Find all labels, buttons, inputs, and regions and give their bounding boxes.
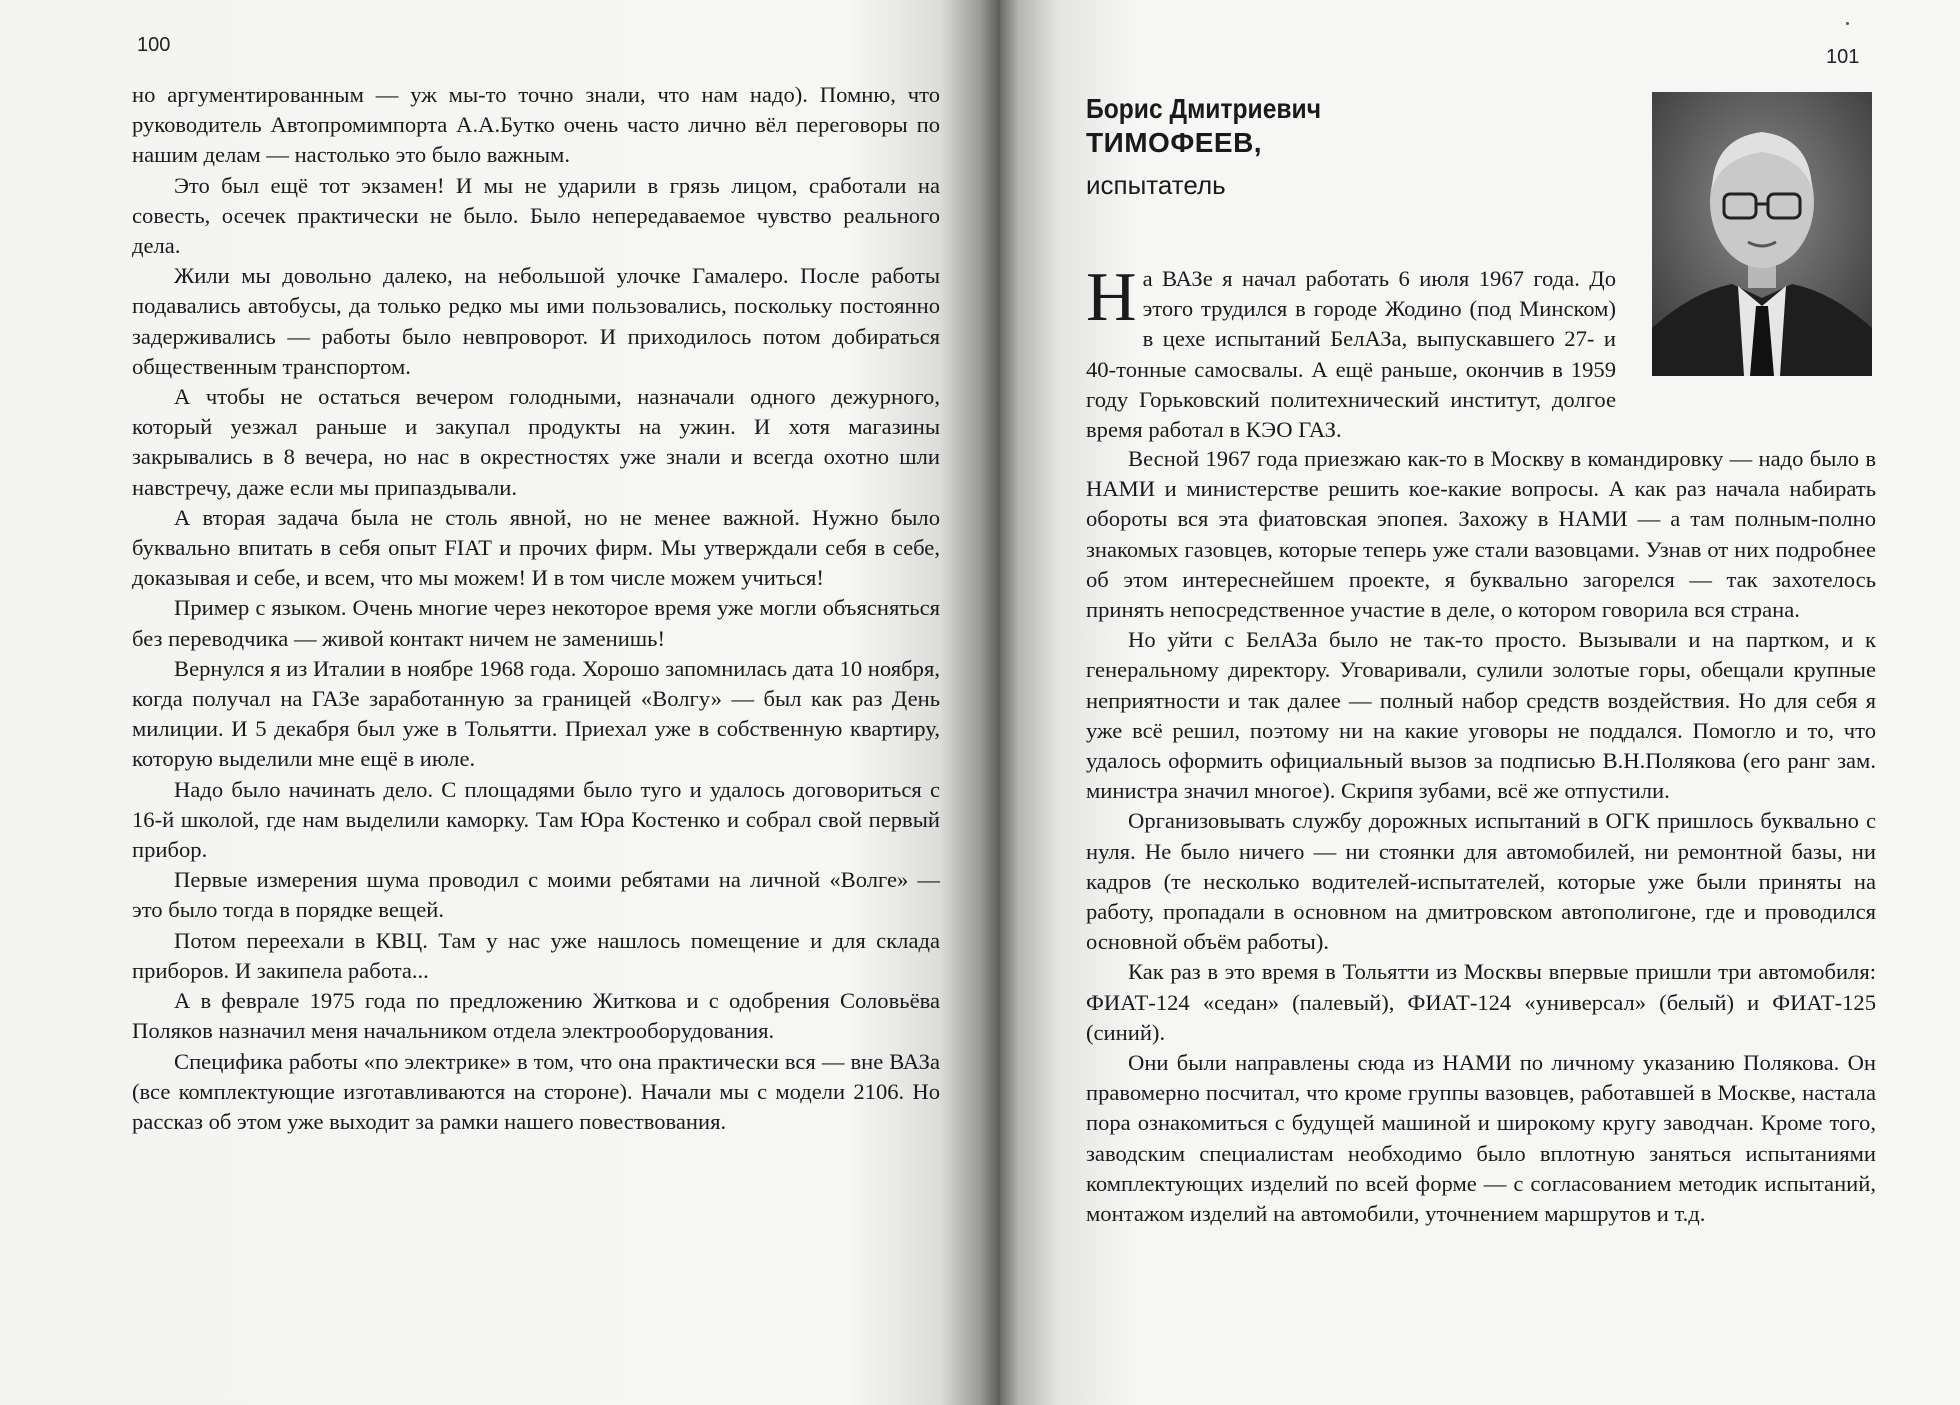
portrait-illustration xyxy=(1652,92,1872,376)
page-number-right: 101 xyxy=(1826,46,1860,68)
right-intro-text xyxy=(1086,259,1616,445)
paragraph: Но уйти с БелАЗа было не так-то просто. Вызывали и на партком, и к генеральному директору. Уговаривали, сулили золотые горы, обещали крупные неприятности и так далее — полный набор средств воздействия. Но для себя я уже всё решил, поэтому ни на какие уговоры не поддался. Помогло и то, что удалось оформить официальный вызов за подписью В.Н.Полякова (его ранг зам. министра значил многое). Скрипя зубами, всё же отпустили. xyxy=(1086,627,1876,804)
drop-cap: Н xyxy=(1086,259,1137,336)
paragraph: но аргументированным — уж мы-то точно знали, что нам надо). Помню, что руководитель Автопромимпорта А.А.Бутко очень часто лично вёл переговоры по нашим делам — настолько это было важным. xyxy=(132,82,940,168)
paragraph: Пример с языком. Очень многие через некоторое время уже могли объясняться без переводчика — живой контакт ничем не заменишь! xyxy=(132,595,940,651)
paragraph: Весной 1967 года приезжаю как-то в Москву в командировку — надо было в НАМИ и министерстве решить кое-какие вопросы. А как раз начала набирать обороты вся эта фиатовская эпопея. Захожу в НАМИ — а там полным-полно знакомых газовцев, которые теперь уже стали вазовцами. Узнав от них подробнее об этом интереснейшем проекте, я буквально загорелся — так захотелось принять непосредственное участие в деле, о котором говорила вся страна. xyxy=(1086,446,1876,623)
author-portrait-photo xyxy=(1652,92,1872,376)
author-surname: ТИМОФЕЕВ, xyxy=(1086,127,1263,158)
paragraph: А в феврале 1975 года по предложению Житкова и с одобрения Соловьёва Поляков назначил меня начальником отдела электрооборудования. xyxy=(132,988,940,1044)
paragraph: А чтобы не остаться вечером голодными, назначали одного дежурного, который уезжал раньше и закупал продукты на ужин. И хотя магазины закрывались в 8 вечера, но нас в окрестностях уже знали и всегда охотно шли навстречу, даже если мы припаздывали. xyxy=(132,384,940,500)
paragraph: Жили мы довольно далеко, на небольшой улочке Гамалеро. После работы подавались автобусы, да только редко мы ими пользовались, поскольку постоянно задерживались — работы было невпроворот. И приходилось потом добираться общественным транспортом. xyxy=(132,263,940,379)
first-paragraph-text: а ВАЗе я начал работать 6 июля 1967 года. До этого трудился в городе Жодино (под Минском) в цехе испытаний БелАЗа, выпускавшего 27- и 40-тонные самосвалы. А ещё раньше, окончив в 1959 году Горьковский политехнический институт, долгое время работал в КЭО ГАЗ. xyxy=(1086,266,1616,443)
paragraph: Надо было начинать дело. С площадями было туго и удалось договориться с 16-й школой, где нам выделили каморку. Там Юра Костенко и собрал свой первый прибор. xyxy=(132,776,940,863)
paragraph: Они были направлены сюда из НАМИ по личному указанию Полякова. Он правомерно посчитал, что кроме группы вазовцев, работавшей в Москве, настала пора ознакомиться с будущей машиной и широкому кругу заводчан. Кроме того, заводским специалистам необходимо было вплотную заняться испытаниями комплектующих изделий по всей форме — с согласованием методик испытаний, монтажом изделий на автомобили, уточнением маршрутов и т.д. xyxy=(1086,1050,1876,1227)
first-paragraph xyxy=(1086,259,1616,445)
paragraph: Вернулся я из Италии в ноябре 1968 года. Хорошо запомнилась дата 10 ноября, когда получал на ГАЗе заработанную за границей «Волгу» — был как раз День милиции. И 5 декабря был уже в Тольятти. Приехал уже в собственную квартиру, которую выделили мне ещё в июле. xyxy=(132,655,940,772)
paragraph: А вторая задача была не столь явной, но не менее важной. Нужно было буквально впитать в себя опыт FIAT и прочих фирм. Мы утверждали себя в себе, доказывая и себе, и всем, что мы можем! И в том числе можем учиться! xyxy=(132,504,940,591)
paragraph: Это был ещё тот экзамен! И мы не ударили в грязь лицом, сработали на совесть, осечек практически не было. Было непередаваемое чувство реального дела. xyxy=(132,172,940,259)
scan-speck xyxy=(1846,22,1849,25)
author-name: Борис Дмитриевич xyxy=(1086,93,1322,124)
paragraph: Первые измерения шума проводил с моими ребятами на личной «Волге» — это было тогда в порядке вещей. xyxy=(132,867,940,923)
right-page-text xyxy=(1086,444,1876,1229)
paragraph: Как раз в это время в Тольятти из Москвы впервые пришли три автомобиля: ФИАТ-124 «седан» (палевый), ФИАТ-124 «универсал» (белый) и ФИАТ-125 (синий). xyxy=(1086,959,1876,1045)
paragraph: Специфика работы «по электрике» в том, что она практически вся — вне ВАЗа (все комплектующие изготавливаются на стороне). Начали мы с модели 2106. Но рассказ об этом уже выходит за рамки нашего повествования. xyxy=(132,1048,940,1134)
page-number-left: 100 xyxy=(137,34,171,56)
left-page-text xyxy=(132,80,940,1137)
author-role: испытатель xyxy=(1086,170,1226,200)
paragraph: Потом переехали в КВЦ. Там у нас уже нашлось помещение и для склада приборов. И закипела работа... xyxy=(132,927,940,983)
article-header xyxy=(1086,92,1353,204)
paragraph: Организовывать службу дорожных испытаний в ОГК пришлось буквально с нуля. Не было ничего — ни стоянки для автомобилей, ни ремонтной базы, ни кадров (те несколько водителей-испытателей, которые уже были приняты на работу, пропадали в основном на дмитровском автополигоне, где и проводился основной объём работы). xyxy=(1086,808,1876,955)
